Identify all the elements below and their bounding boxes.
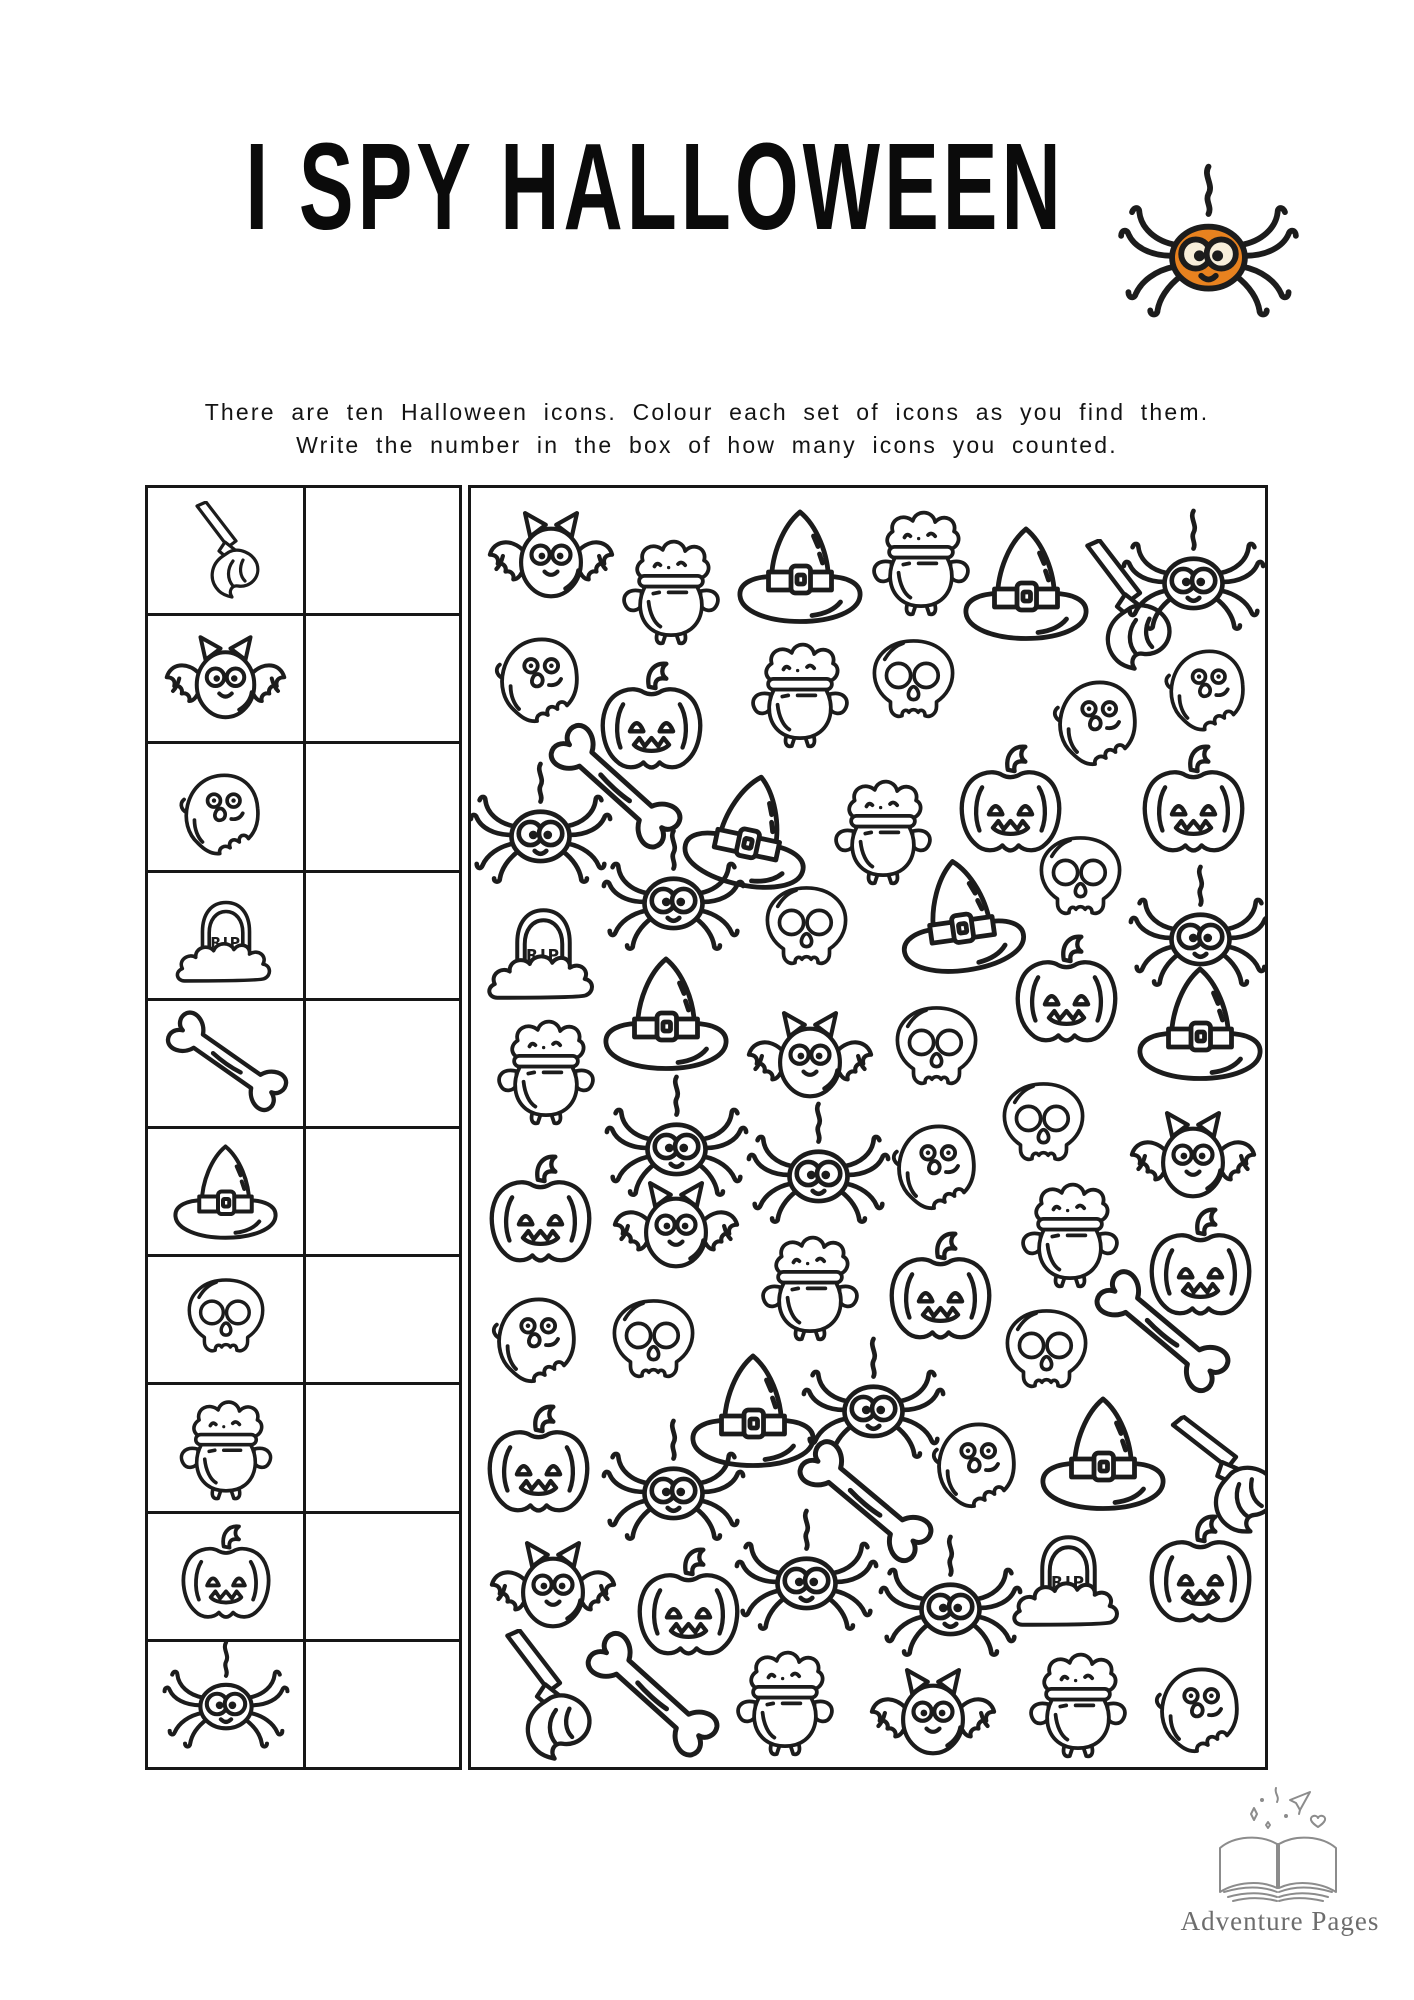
instructions-line-1: There are ten Halloween icons. Colour each set of icons as you find them. — [204, 399, 1210, 425]
legend-row-pumpkin — [148, 1514, 459, 1642]
answer-box-bone[interactable] — [306, 1001, 459, 1126]
adventure-pages-book-icon — [1198, 1786, 1358, 1904]
answer-box-pumpkin[interactable] — [306, 1514, 459, 1639]
legend-row-spider — [148, 1642, 459, 1767]
grid-icon-skull — [856, 626, 971, 741]
legend-bone-icon — [148, 1001, 306, 1126]
legend-row-witch-hat — [148, 1129, 459, 1257]
grid-icon-ghost — [880, 1100, 1000, 1220]
instructions — [0, 396, 1414, 462]
grid-icon-cauldron — [751, 1227, 869, 1345]
grid-icon-cauldron — [726, 1642, 844, 1760]
grid-icon-pumpkin — [471, 1396, 606, 1531]
legend-cauldron-icon — [148, 1385, 306, 1510]
grid-icon-bat — [486, 491, 616, 621]
brand-name: Adventure Pages — [1180, 1906, 1380, 1936]
grid-icon-skull — [879, 993, 994, 1108]
answer-box-spider[interactable] — [306, 1642, 459, 1767]
grid-icon-cauldron — [741, 634, 859, 752]
legend-bat-icon — [148, 616, 306, 741]
grid-icon-pumpkin — [999, 926, 1134, 1061]
legend-broom-icon — [148, 488, 306, 613]
answer-box-ghost[interactable] — [306, 744, 459, 869]
legend-row-tombstone — [148, 873, 459, 1001]
grid-icon-pumpkin — [473, 1146, 608, 1281]
legend-tombstone-icon — [148, 873, 306, 998]
legend-row-ghost — [148, 744, 459, 872]
answer-box-cauldron[interactable] — [306, 1385, 459, 1510]
grid-icon-witch-hat — [591, 938, 741, 1088]
legend-spider-icon — [148, 1642, 306, 1767]
legend-row-bat — [148, 616, 459, 744]
legend-table — [145, 485, 462, 1770]
legend-row-skull — [148, 1257, 459, 1385]
answer-box-bat[interactable] — [306, 616, 459, 741]
legend-ghost-icon — [148, 744, 306, 869]
grid-icon-witch-hat — [725, 491, 875, 641]
grid-icon-tombstone — [1006, 1511, 1131, 1636]
grid-icon-bat — [868, 1648, 998, 1770]
answer-box-skull[interactable] — [306, 1257, 459, 1382]
legend-pumpkin-icon — [148, 1514, 306, 1639]
answer-box-broom[interactable] — [306, 488, 459, 613]
legend-skull-icon — [148, 1257, 306, 1382]
legend-witch-hat-icon — [148, 1129, 306, 1254]
icon-search-board — [468, 485, 1268, 1770]
mascot-spider-icon — [1102, 163, 1315, 345]
grid-icon-spider — [746, 1101, 891, 1246]
grid-icon-cauldron — [612, 531, 730, 649]
grid-icon-tombstone — [481, 884, 606, 1009]
grid-icon-skull — [749, 873, 864, 988]
grid-icon-pumpkin — [1126, 736, 1261, 871]
grid-icon-witch-hat — [1125, 948, 1268, 1098]
legend-row-broom — [148, 488, 459, 616]
grid-icon-ghost — [1143, 1643, 1263, 1763]
page-title: I SPY HALLOWEEN — [245, 119, 1065, 256]
grid-icon-cauldron — [487, 1011, 605, 1129]
legend-row-cauldron — [148, 1385, 459, 1513]
grid-icon-ghost — [480, 1273, 600, 1393]
grid-icon-skull — [986, 1069, 1101, 1184]
grid-icon-ghost — [1153, 626, 1268, 741]
answer-box-witch-hat[interactable] — [306, 1129, 459, 1254]
instructions-line-2: Write the number in the box of how many icons you counted. — [296, 432, 1118, 458]
grid-icon-cauldron — [1019, 1644, 1137, 1762]
grid-icon-pumpkin — [1133, 1506, 1268, 1641]
answer-box-tombstone[interactable] — [306, 873, 459, 998]
grid-icon-skull — [1023, 823, 1138, 938]
legend-row-bone — [148, 1001, 459, 1129]
grid-icon-bat — [611, 1161, 741, 1291]
